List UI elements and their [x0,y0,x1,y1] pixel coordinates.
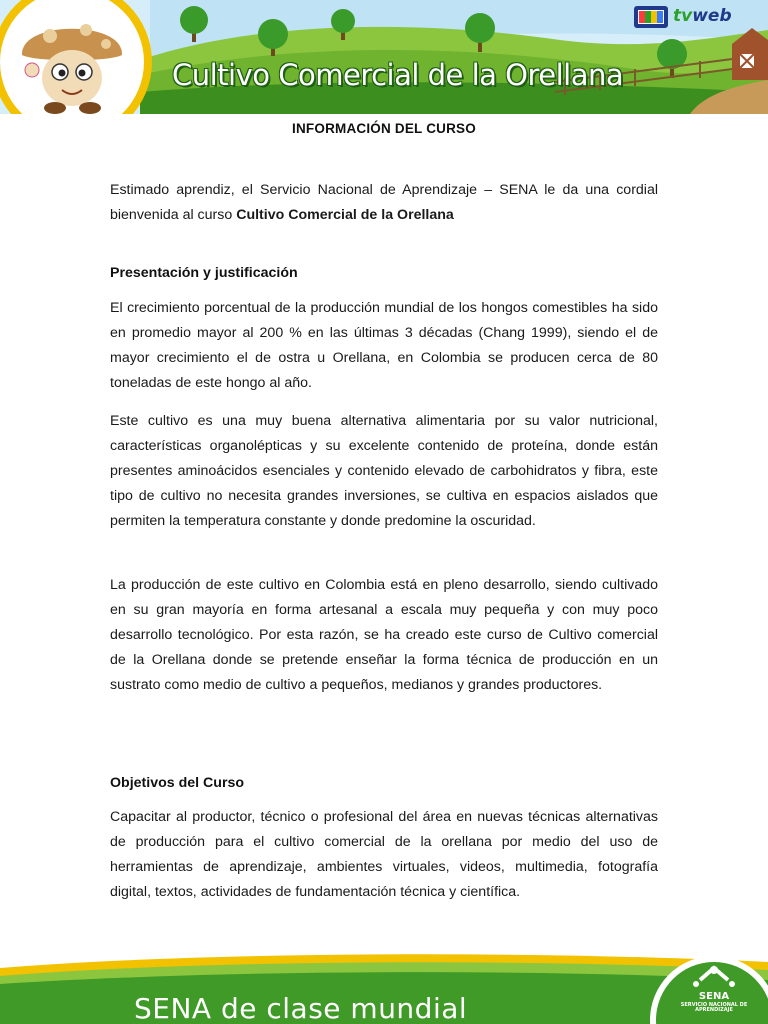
mushroom-mascot-icon [0,0,152,114]
sena-logo-text [664,992,764,1013]
tvweb-logo-text: tvweb [673,6,732,26]
tvweb-logo-icon [634,6,668,28]
paragraph-objetivos: Capacitar al productor, técnico o profesional del área en nuevas técnicas alternativas de producción para el cultivo comercial de la orellana por medio del uso de herramientas de aprendizaje, ambientes virtuales, videos, multimedia, fotografía digital, textos, actividades de fundamentación técnica y científica. [110,809,658,900]
paragraph-cultivo: Este cultivo es una muy buena alternativa alimentaria por su valor nutricional, características organolépticas y su excelente contenido de proteína, donde están presentes aminoácidos esenciales y contenido elevado de carbohidratos y fibra, este tipo de cultivo no necesita grandes inversiones, se cultiva en espacios aislados que permiten la temperatura constante y donde predomine la oscuridad. [110,413,658,529]
section-title-presentacion: Presentación y justificación [110,265,298,281]
banner-title: Cultivo Comercial de la Orellana [172,58,624,92]
footer-banner [0,940,768,1024]
paragraph-produccion: La producción de este cultivo en Colombia está en pleno desarrollo, siendo cultivado en su gran mayoría en forma artesanal a escala muy pequeña y con muy poco desarrollo tecnológico. Por esta razón, se ha creado este curso de Cultivo comercial de la Orellana donde se pretende enseñar la forma técnica de producción en un sustrato como medio de cultivo a pequeños, medianos y grandes productores. [110,577,658,693]
welcome-course-name: Cultivo Comercial de la Orellana [236,207,454,223]
paragraph-crecimiento: El crecimiento porcentual de la producción mundial de los hongos comestibles ha sido en promedio mayor al 200 % en las últimas 3 décadas (Chang 1999), siendo el de mayor crecimiento el de ostra u Orellana, en Colombia se producen cerca de 80 toneladas de este hongo al año. [110,300,658,391]
document-heading: INFORMACIÓN DEL CURSO [292,121,476,136]
welcome-paragraph [110,178,658,228]
welcome-text: Estimado aprendiz, el Servicio Nacional de Aprendizaje – SENA le da una cordial bienvenida al curso [110,182,658,223]
section-title-objetivos: Objetivos del Curso [110,775,245,791]
sena-logo-subtitle: SERVICIO NACIONAL DE APRENDIZAJE [680,1002,748,1013]
sena-logo-word: SENA [698,991,730,1002]
header-landscape [0,0,768,114]
header-banner [0,0,768,114]
footer-slogan: SENA de clase mundial [134,992,468,1024]
